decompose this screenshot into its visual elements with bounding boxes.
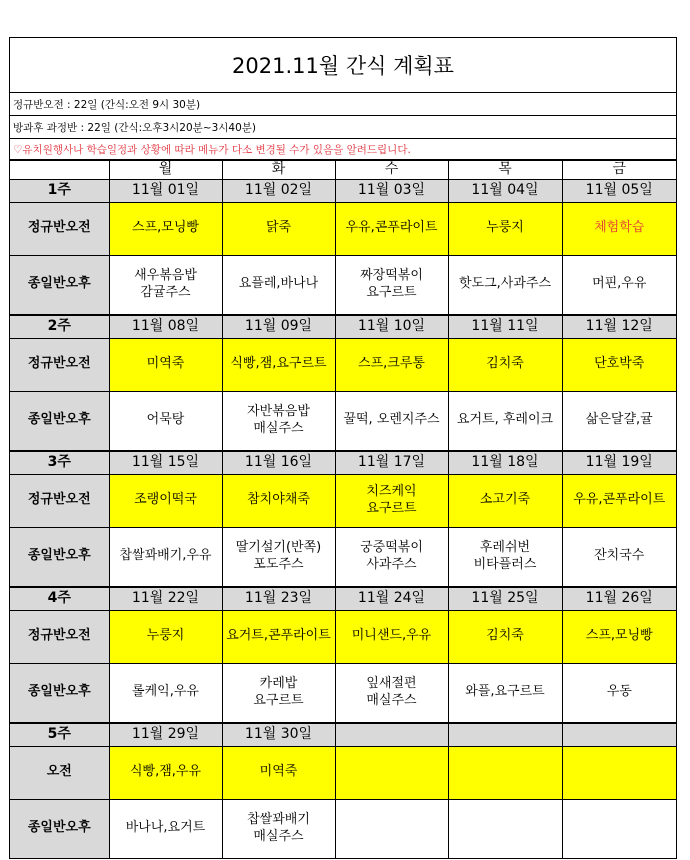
- morning-menu-cell: 식빵,잼,요구르트: [222, 338, 335, 391]
- afternoon-snack-row: [10, 527, 676, 587]
- morning-menu-cell: 김치죽: [448, 338, 562, 391]
- morning-menu-cell: 치즈케익 요구르트: [335, 474, 448, 527]
- morning-menu-cell: 단호박죽: [562, 338, 676, 391]
- morning-menu-cell: 스프,모닝빵: [562, 610, 676, 663]
- morning-snack-row: [10, 338, 676, 391]
- afternoon-menu-cell: 요거트, 후레이크: [448, 391, 562, 451]
- afternoon-menu-cell: 짜장떡볶이 요구르트: [335, 255, 448, 315]
- date-cell: [448, 723, 562, 747]
- morning-menu-cell: 우유,콘푸라이트: [562, 474, 676, 527]
- date-cell: 11월 19일: [562, 451, 676, 475]
- morning-menu-cell: [562, 746, 676, 799]
- date-cell: 11월 15일: [109, 451, 222, 475]
- date-cell: 11월 05일: [562, 179, 676, 202]
- afternoon-row-label: 종일반오후: [10, 663, 109, 723]
- morning-snack-row: [10, 474, 676, 527]
- morning-snack-row: [10, 202, 676, 255]
- afternoon-menu-cell: 잔치국수: [562, 527, 676, 587]
- morning-row-label: 정규반오전: [10, 610, 109, 663]
- afternoon-menu-cell: [562, 799, 676, 858]
- morning-menu-cell: 누룽지: [109, 610, 222, 663]
- afternoon-menu-cell: 찹쌀꽈배기,우유: [109, 527, 222, 587]
- date-cell: 11월 26일: [562, 587, 676, 611]
- week-date-row: [10, 451, 676, 475]
- date-cell: 11월 17일: [335, 451, 448, 475]
- date-cell: 11월 09일: [222, 315, 335, 339]
- page-title: 2021.11월 간식 계획표: [10, 38, 676, 93]
- afternoon-menu-cell: 삶은달걀,귤: [562, 391, 676, 451]
- morning-menu-cell: 식빵,잼,우유: [109, 746, 222, 799]
- afternoon-menu-cell: 후레쉬번 비타플러스: [448, 527, 562, 587]
- afternoon-snack-row: [10, 255, 676, 315]
- afternoon-menu-cell: 자반볶음밥 매실주스: [222, 391, 335, 451]
- afternoon-row-label: 종일반오후: [10, 527, 109, 587]
- date-cell: 11월 24일: [335, 587, 448, 611]
- date-cell: 11월 12일: [562, 315, 676, 339]
- date-cell: 11월 01일: [109, 179, 222, 202]
- afternoon-snack-row: [10, 391, 676, 451]
- afternoon-menu-cell: 딸기설기(반쪽) 포도주스: [222, 527, 335, 587]
- afternoon-menu-cell: 핫도그,사과주스: [448, 255, 562, 315]
- afternoon-menu-cell: 잎새절편 매실주스: [335, 663, 448, 723]
- date-cell: 11월 08일: [109, 315, 222, 339]
- change-notice: ♡유치원행사나 학습일정과 상황에 따라 메뉴가 다소 변경될 수가 있음을 알려드립니다.: [10, 139, 676, 160]
- afternoon-menu-cell: [448, 799, 562, 858]
- morning-menu-cell: 체험학습: [562, 202, 676, 255]
- date-cell: [562, 723, 676, 747]
- snack-schedule-table: [10, 160, 676, 858]
- week-date-row: [10, 587, 676, 611]
- afternoon-snack-row: [10, 663, 676, 723]
- afternoon-snack-row: [10, 799, 676, 858]
- morning-menu-cell: [335, 746, 448, 799]
- afternoon-menu-cell: 꿀떡, 오렌지주스: [335, 391, 448, 451]
- date-cell: 11월 03일: [335, 179, 448, 202]
- afternoon-menu-cell: 새우볶음밥 감귤주스: [109, 255, 222, 315]
- morning-row-label: 정규반오전: [10, 338, 109, 391]
- morning-menu-cell: 스프,크루통: [335, 338, 448, 391]
- afternoon-menu-cell: 궁중떡볶이 사과주스: [335, 527, 448, 587]
- snack-plan-sheet: [9, 37, 677, 859]
- morning-snack-row: [10, 610, 676, 663]
- morning-menu-cell: 미니샌드,우유: [335, 610, 448, 663]
- morning-menu-cell: 우유,콘푸라이트: [335, 202, 448, 255]
- week-label: 4주: [10, 587, 109, 611]
- afternoon-menu-cell: 어묵탕: [109, 391, 222, 451]
- morning-menu-cell: 참치야채죽: [222, 474, 335, 527]
- weekday-fri: 금: [562, 161, 676, 180]
- morning-menu-cell: 조랭이떡국: [109, 474, 222, 527]
- date-cell: 11월 25일: [448, 587, 562, 611]
- date-cell: 11월 04일: [448, 179, 562, 202]
- afternoon-row-label: 종일반오후: [10, 799, 109, 858]
- afternoon-menu-cell: 요플레,바나나: [222, 255, 335, 315]
- week-label: 3주: [10, 451, 109, 475]
- weekday-header-row: [10, 161, 676, 180]
- week-date-row: [10, 723, 676, 747]
- morning-snack-row: [10, 746, 676, 799]
- week-label: 1주: [10, 179, 109, 202]
- date-cell: [335, 723, 448, 747]
- weekday-header-corner: [10, 161, 109, 180]
- afternoon-menu-cell: 우동: [562, 663, 676, 723]
- morning-row-label: 오전: [10, 746, 109, 799]
- afternoon-row-label: 종일반오후: [10, 391, 109, 451]
- weekday-wed: 수: [335, 161, 448, 180]
- afternoon-menu-cell: [335, 799, 448, 858]
- week-label: 5주: [10, 723, 109, 747]
- afternoon-menu-cell: 바나나,요거트: [109, 799, 222, 858]
- morning-menu-cell: 미역죽: [109, 338, 222, 391]
- morning-menu-cell: [448, 746, 562, 799]
- afternoon-menu-cell: 와플,요구르트: [448, 663, 562, 723]
- weekday-thu: 목: [448, 161, 562, 180]
- morning-class-info: 정규반오전 : 22일 (간식:오전 9시 30분): [10, 93, 676, 116]
- morning-row-label: 정규반오전: [10, 474, 109, 527]
- date-cell: 11월 11일: [448, 315, 562, 339]
- date-cell: 11월 23일: [222, 587, 335, 611]
- afterschool-class-info: 방과후 과정반 : 22일 (간식:오후3시20분~3시40분): [10, 116, 676, 139]
- morning-row-label: 정규반오전: [10, 202, 109, 255]
- afternoon-menu-cell: 찹쌀꽈배기 매실주스: [222, 799, 335, 858]
- afternoon-row-label: 종일반오후: [10, 255, 109, 315]
- week-label: 2주: [10, 315, 109, 339]
- morning-menu-cell: 요거트,콘푸라이트: [222, 610, 335, 663]
- morning-menu-cell: 김치죽: [448, 610, 562, 663]
- date-cell: 11월 22일: [109, 587, 222, 611]
- weekday-mon: 월: [109, 161, 222, 180]
- date-cell: 11월 02일: [222, 179, 335, 202]
- morning-menu-cell: 소고기죽: [448, 474, 562, 527]
- week-date-row: [10, 315, 676, 339]
- morning-menu-cell: 미역죽: [222, 746, 335, 799]
- week-date-row: [10, 179, 676, 202]
- weekday-tue: 화: [222, 161, 335, 180]
- morning-menu-cell: 스프,모닝빵: [109, 202, 222, 255]
- date-cell: 11월 29일: [109, 723, 222, 747]
- afternoon-menu-cell: 머핀,우유: [562, 255, 676, 315]
- date-cell: 11월 16일: [222, 451, 335, 475]
- date-cell: 11월 10일: [335, 315, 448, 339]
- date-cell: 11월 30일: [222, 723, 335, 747]
- afternoon-menu-cell: 롤케익,우유: [109, 663, 222, 723]
- morning-menu-cell: 누룽지: [448, 202, 562, 255]
- afternoon-menu-cell: 카레밥 요구르트: [222, 663, 335, 723]
- date-cell: 11월 18일: [448, 451, 562, 475]
- morning-menu-cell: 닭죽: [222, 202, 335, 255]
